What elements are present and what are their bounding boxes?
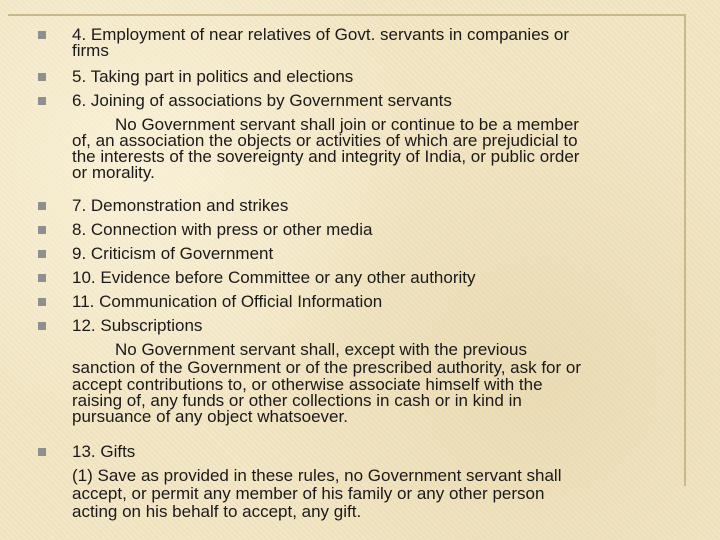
text-line: 6. Joining of associations by Government servants — [72, 91, 452, 110]
bullet-marker — [38, 202, 46, 210]
text-line: or morality. — [72, 163, 155, 182]
text-line: raising of, any funds or other collections in cash or in kind in — [72, 391, 522, 410]
bullet-marker — [38, 97, 46, 105]
text-line: 9. Criticism of Government — [72, 244, 274, 263]
text-line: 11. Communication of Official Information — [72, 292, 383, 311]
text-line: accept, or permit any member of his family or any other person — [72, 484, 545, 503]
text-line: firms — [72, 41, 109, 60]
text-line: of, an association the objects or activities of which are prejudicial to — [72, 131, 578, 150]
text-line: 10. Evidence before Committee or any other authority — [72, 268, 476, 287]
text-line: accept contributions to, or otherwise associate himself with the — [72, 375, 543, 394]
bullet-marker — [38, 298, 46, 306]
text-line: (1) Save as provided in these rules, no Government servant shall — [72, 466, 562, 485]
text-line: 13. Gifts — [72, 442, 136, 461]
bullet-marker — [38, 226, 46, 234]
text-line: 4. Employment of near relatives of Govt. servants in companies or — [72, 25, 570, 44]
bullet-marker — [38, 250, 46, 258]
text-line: sanction of the Government or of the prescribed authority, ask for or — [72, 358, 581, 377]
text-line: acting on his behalf to accept, any gift. — [72, 502, 362, 521]
bullet-marker — [38, 31, 46, 39]
text-line: the interests of the sovereignty and integrity of India, or public order — [72, 147, 580, 166]
bullet-marker — [38, 448, 46, 456]
bullet-marker — [38, 73, 46, 81]
bullet-marker — [38, 322, 46, 330]
text-line: pursuance of any object whatsoever. — [72, 407, 348, 426]
text-line: 12. Subscriptions — [72, 316, 203, 335]
text-line: 5. Taking part in politics and elections — [72, 67, 354, 86]
text-line: No Government servant shall, except with the previous — [115, 340, 527, 359]
text-line: 7. Demonstration and strikes — [72, 196, 289, 215]
bullet-marker — [38, 274, 46, 282]
text-line: No Government servant shall join or continue to be a member — [115, 115, 579, 134]
text-line: 8. Connection with press or other media — [72, 220, 373, 239]
